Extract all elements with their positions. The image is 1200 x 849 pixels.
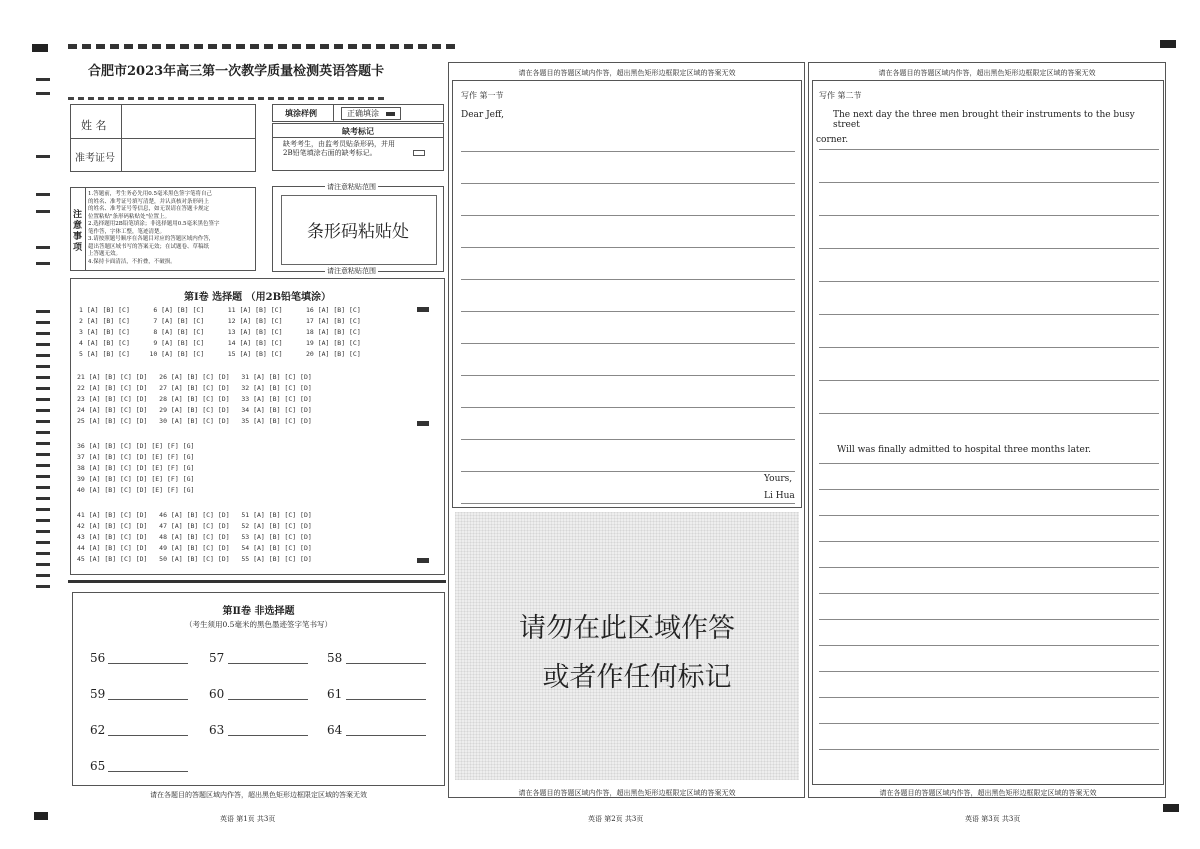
side-mark — [36, 310, 50, 313]
side-mark — [36, 585, 50, 588]
prompt-start: The next day the three men brought their instruments to the busy street — [833, 110, 1135, 130]
prompt-start-cont: corner. — [816, 135, 849, 145]
timing-track — [68, 44, 458, 49]
absent-text: 缺考考生，由监考员贴条形码，并用2B铅笔填涂右面的缺考标记。 — [283, 140, 395, 157]
writing-line[interactable] — [461, 215, 795, 216]
answer-blank-61[interactable] — [346, 699, 426, 700]
side-mark — [36, 246, 50, 249]
writing-line[interactable] — [819, 749, 1159, 750]
answer-blank-60[interactable] — [228, 699, 308, 700]
non-choice-title: 第Ⅱ卷 非选择题 — [222, 606, 295, 617]
choice-row[interactable]: 25 [A] [B] [C] [D] 30 [A] [B] [C] [D] 35 [A] [B] [C] [D] — [77, 417, 312, 425]
writing-line[interactable] — [819, 515, 1159, 516]
choice-row[interactable]: 37 [A] [B] [C] [D] [E] [F] [G] — [77, 453, 195, 461]
boundary-notice: 请在各题目的答题区域内作答，超出黑色矩形边框限定区域的答案无效 — [879, 789, 1097, 797]
writing-line[interactable] — [461, 247, 795, 248]
page-title: 合肥市2023年高三第一次教学质量检测英语答题卡 — [88, 64, 385, 79]
letter-closing: Yours, — [764, 474, 793, 484]
side-mark — [36, 78, 50, 81]
choice-section — [70, 278, 445, 575]
choice-row[interactable]: 24 [A] [B] [C] [D] 29 [A] [B] [C] [D] 34 [A] [B] [C] [D] — [77, 406, 312, 414]
side-mark — [36, 431, 50, 434]
side-mark — [36, 574, 50, 577]
choice-row[interactable]: 40 [A] [B] [C] [D] [E] [F] [G] — [77, 486, 195, 494]
blank-number: 65 — [90, 759, 106, 773]
answer-blank-65[interactable] — [108, 771, 188, 772]
choice-row[interactable]: 44 [A] [B] [C] [D] 49 [A] [B] [C] [D] 54 [A] [B] [C] [D] — [77, 544, 312, 552]
page-footer-2: 英语 第2页 共3页 — [588, 815, 644, 823]
notes-line: 上答题无效。 — [88, 251, 122, 257]
writing-line[interactable] — [819, 281, 1159, 282]
side-mark — [36, 541, 50, 544]
writing-line[interactable] — [461, 471, 795, 472]
choice-row[interactable]: 22 [A] [B] [C] [D] 27 [A] [B] [C] [D] 32 [A] [B] [C] [D] — [77, 384, 312, 392]
boundary-notice: 请在各题目的答题区域内作答，超出黑色矩形边框限定区域的答案无效 — [878, 69, 1096, 77]
side-mark — [36, 262, 50, 265]
choice-row[interactable]: 4 [A] [B] [C] 9 [A] [B] [C] 14 [A] [B] [C] 19 [A] [B] [C] — [79, 339, 361, 347]
writing-line[interactable] — [461, 183, 795, 184]
side-mark — [36, 409, 50, 412]
notes-line: 1.答题前，考生务必先用0.5毫米黑色签字笔将自己 — [88, 191, 212, 197]
barcode-range-top: 请注意粘贴范围 — [327, 183, 376, 191]
id-field[interactable] — [123, 141, 253, 170]
name-field[interactable] — [123, 107, 253, 136]
writing-part2-heading: 写作 第二节 — [819, 91, 862, 100]
fill-sample-box — [272, 104, 444, 122]
notes-line: 超出答题区域书写的答案无效；在试题卷、草稿纸 — [88, 243, 210, 250]
boundary-notice: 请在各题目的答题区域内作答，超出黑色矩形边框限定区域的答案无效 — [518, 789, 736, 797]
answer-blank-64[interactable] — [346, 735, 426, 736]
writing-line[interactable] — [819, 723, 1159, 724]
side-mark — [36, 475, 50, 478]
answer-blank-56[interactable] — [108, 663, 188, 664]
registration-mark — [1163, 804, 1179, 812]
writing-line[interactable] — [461, 503, 795, 504]
side-mark — [36, 155, 50, 158]
writing-line[interactable] — [461, 439, 795, 440]
side-mark — [36, 519, 50, 522]
answer-blank-62[interactable] — [108, 735, 188, 736]
name-label: 姓 名 — [81, 119, 107, 132]
writing-line[interactable] — [819, 380, 1159, 381]
blank-number: 61 — [327, 687, 343, 701]
id-label: 准考证号 — [75, 153, 115, 164]
notes-title: 注意事项 — [73, 210, 83, 253]
non-choice-section — [72, 592, 445, 786]
side-mark — [36, 92, 50, 95]
writing-line[interactable] — [819, 645, 1159, 646]
writing-line[interactable] — [819, 593, 1159, 594]
side-mark — [36, 497, 50, 500]
writing-line[interactable] — [819, 347, 1159, 348]
choice-row[interactable]: 23 [A] [B] [C] [D] 28 [A] [B] [C] [D] 33 [A] [B] [C] [D] — [77, 395, 312, 403]
registration-mark — [1160, 40, 1176, 48]
choice-row[interactable]: 3 [A] [B] [C] 8 [A] [B] [C] 13 [A] [B] [C] 18 [A] [B] [C] — [79, 328, 361, 336]
writing-line[interactable] — [819, 671, 1159, 672]
letter-greeting: Dear Jeff, — [461, 110, 504, 120]
answer-blank-57[interactable] — [228, 663, 308, 664]
answer-blank-63[interactable] — [228, 735, 308, 736]
blank-number: 63 — [209, 723, 225, 737]
writing-line[interactable] — [819, 248, 1159, 249]
writing-line[interactable] — [461, 311, 795, 312]
side-mark — [36, 563, 50, 566]
absent-bubble[interactable] — [413, 150, 425, 156]
writing-part2-box — [812, 80, 1164, 785]
registration-mark — [417, 307, 429, 312]
blank-number: 56 — [90, 651, 106, 665]
notes-line: 笔作答，字体工整，笔迹清楚。 — [88, 228, 166, 235]
registration-mark — [34, 812, 48, 820]
side-mark — [36, 193, 50, 196]
writing-line[interactable] — [819, 697, 1159, 698]
notes-line: 2.选择题用2B铅笔填涂；非选择题用0.5毫米黑色签字 — [88, 221, 220, 227]
writing-line[interactable] — [819, 149, 1159, 150]
notes-line: 3.请按照题号顺序在各题目对应的答题区域内作答， — [88, 236, 215, 242]
no-answer-line1: 请勿在此区域作答 — [519, 613, 735, 644]
notes-line: 4.保持卡面清洁，不折叠，不破损。 — [88, 258, 176, 265]
barcode-paste-label: 条形码粘贴处 — [307, 222, 409, 242]
side-mark — [36, 343, 50, 346]
choice-row[interactable]: 39 [A] [B] [C] [D] [E] [F] [G] — [77, 475, 195, 483]
barcode-range-bottom: 请注意粘贴范围 — [327, 267, 376, 275]
choice-row[interactable]: 1 [A] [B] [C] 6 [A] [B] [C] 11 [A] [B] [C] 16 [A] [B] [C] — [79, 306, 361, 314]
writing-line[interactable] — [819, 215, 1159, 216]
notes-line: 的姓名、准考证号等信息，如无误请在答题卡规定 — [88, 206, 210, 212]
page-footer-3: 英语 第3页 共3页 — [965, 815, 1021, 823]
writing-line[interactable] — [461, 407, 795, 408]
blank-number: 57 — [209, 651, 225, 665]
prompt-mid: Will was finally admitted to hospital three months later. — [837, 445, 1092, 455]
absent-mark-box — [272, 123, 444, 171]
choice-row[interactable]: 45 [A] [B] [C] [D] 50 [A] [B] [C] [D] 55 [A] [B] [C] [D] — [77, 555, 312, 563]
sample-value: 正确填涂 — [341, 107, 401, 120]
side-mark — [36, 332, 50, 335]
notes-line: 的姓名、准考证号填写清楚，并认真核对条形码上 — [88, 198, 210, 205]
barcode-area — [272, 183, 444, 275]
no-answer-line2: 或者作任何标记 — [542, 662, 732, 693]
student-info-box — [70, 104, 256, 172]
writing-line[interactable] — [461, 151, 795, 152]
side-mark — [36, 420, 50, 423]
writing-line[interactable] — [461, 343, 795, 344]
blank-number: 62 — [90, 723, 106, 737]
writing-line[interactable] — [819, 463, 1159, 464]
side-mark — [36, 486, 50, 489]
choice-row[interactable]: 42 [A] [B] [C] [D] 47 [A] [B] [C] [D] 52 [A] [B] [C] [D] — [77, 522, 312, 530]
non-choice-subtitle: （考生须用0.5毫米的黑色墨迹签字笔书写） — [185, 620, 332, 629]
writing-part1-heading: 写作 第一节 — [461, 91, 504, 100]
choice-row[interactable]: 41 [A] [B] [C] [D] 46 [A] [B] [C] [D] 51 [A] [B] [C] [D] — [77, 511, 312, 519]
answer-blank-59[interactable] — [108, 699, 188, 700]
boundary-notice: 请在各题目的答题区域内作答，超出黑色矩形边框限定区域的答案无效 — [150, 791, 367, 799]
side-mark — [36, 398, 50, 401]
writing-part1-box — [452, 80, 802, 508]
writing-line[interactable] — [819, 489, 1159, 490]
registration-mark — [417, 421, 429, 426]
page-footer-1: 英语 第1页 共3页 — [220, 815, 276, 823]
side-mark — [36, 321, 50, 324]
side-mark — [36, 210, 50, 213]
writing-line[interactable] — [819, 541, 1159, 542]
timing-track — [68, 97, 388, 100]
side-mark — [36, 387, 50, 390]
blank-number: 58 — [327, 651, 343, 665]
side-mark — [36, 442, 50, 445]
letter-signature: Li Hua — [764, 491, 795, 501]
choice-row[interactable]: 36 [A] [B] [C] [D] [E] [F] [G] — [77, 442, 195, 450]
absent-title: 缺考标记 — [342, 126, 374, 136]
side-mark — [36, 508, 50, 511]
side-mark — [36, 453, 50, 456]
registration-mark — [417, 558, 429, 563]
choice-row[interactable]: 5 [A] [B] [C] 10 [A] [B] [C] 15 [A] [B] [C] 20 [A] [B] [C] — [79, 350, 361, 358]
notes-line: 位置粘贴"条形码粘贴处"位置上。 — [88, 213, 171, 220]
writing-line[interactable] — [819, 567, 1159, 568]
boundary-notice: 请在各题目的答题区域内作答，超出黑色矩形边框限定区域的答案无效 — [518, 69, 736, 77]
choice-row[interactable]: 38 [A] [B] [C] [D] [E] [F] [G] — [77, 464, 195, 472]
answer-blank-58[interactable] — [346, 663, 426, 664]
choice-row[interactable]: 2 [A] [B] [C] 7 [A] [B] [C] 12 [A] [B] [C] 17 [A] [B] [C] — [79, 317, 361, 325]
registration-mark — [32, 44, 48, 52]
writing-line[interactable] — [819, 314, 1159, 315]
notes-text — [88, 191, 256, 266]
writing-line[interactable] — [819, 619, 1159, 620]
writing-line[interactable] — [461, 375, 795, 376]
blank-number: 60 — [209, 687, 225, 701]
writing-line[interactable] — [819, 182, 1159, 183]
side-mark — [36, 354, 50, 357]
choice-row[interactable]: 43 [A] [B] [C] [D] 48 [A] [B] [C] [D] 53 [A] [B] [C] [D] — [77, 533, 312, 541]
filled-bubble-icon — [386, 112, 395, 116]
choice-section-title: 第Ⅰ卷 选择题 （用2B铅笔填涂） — [183, 292, 332, 303]
side-mark — [36, 376, 50, 379]
choice-row[interactable]: 21 [A] [B] [C] [D] 26 [A] [B] [C] [D] 31 [A] [B] [C] [D] — [77, 373, 312, 381]
side-mark — [36, 365, 50, 368]
section-divider — [68, 580, 446, 583]
blank-number: 59 — [90, 687, 106, 701]
side-mark — [36, 530, 50, 533]
blank-number: 64 — [327, 723, 343, 737]
writing-line[interactable] — [461, 279, 795, 280]
notes-box — [70, 187, 256, 271]
no-answer-zone — [455, 512, 799, 780]
sample-label: 填涂样例 — [285, 108, 317, 118]
side-mark — [36, 552, 50, 555]
side-mark — [36, 464, 50, 467]
writing-line[interactable] — [819, 413, 1159, 414]
